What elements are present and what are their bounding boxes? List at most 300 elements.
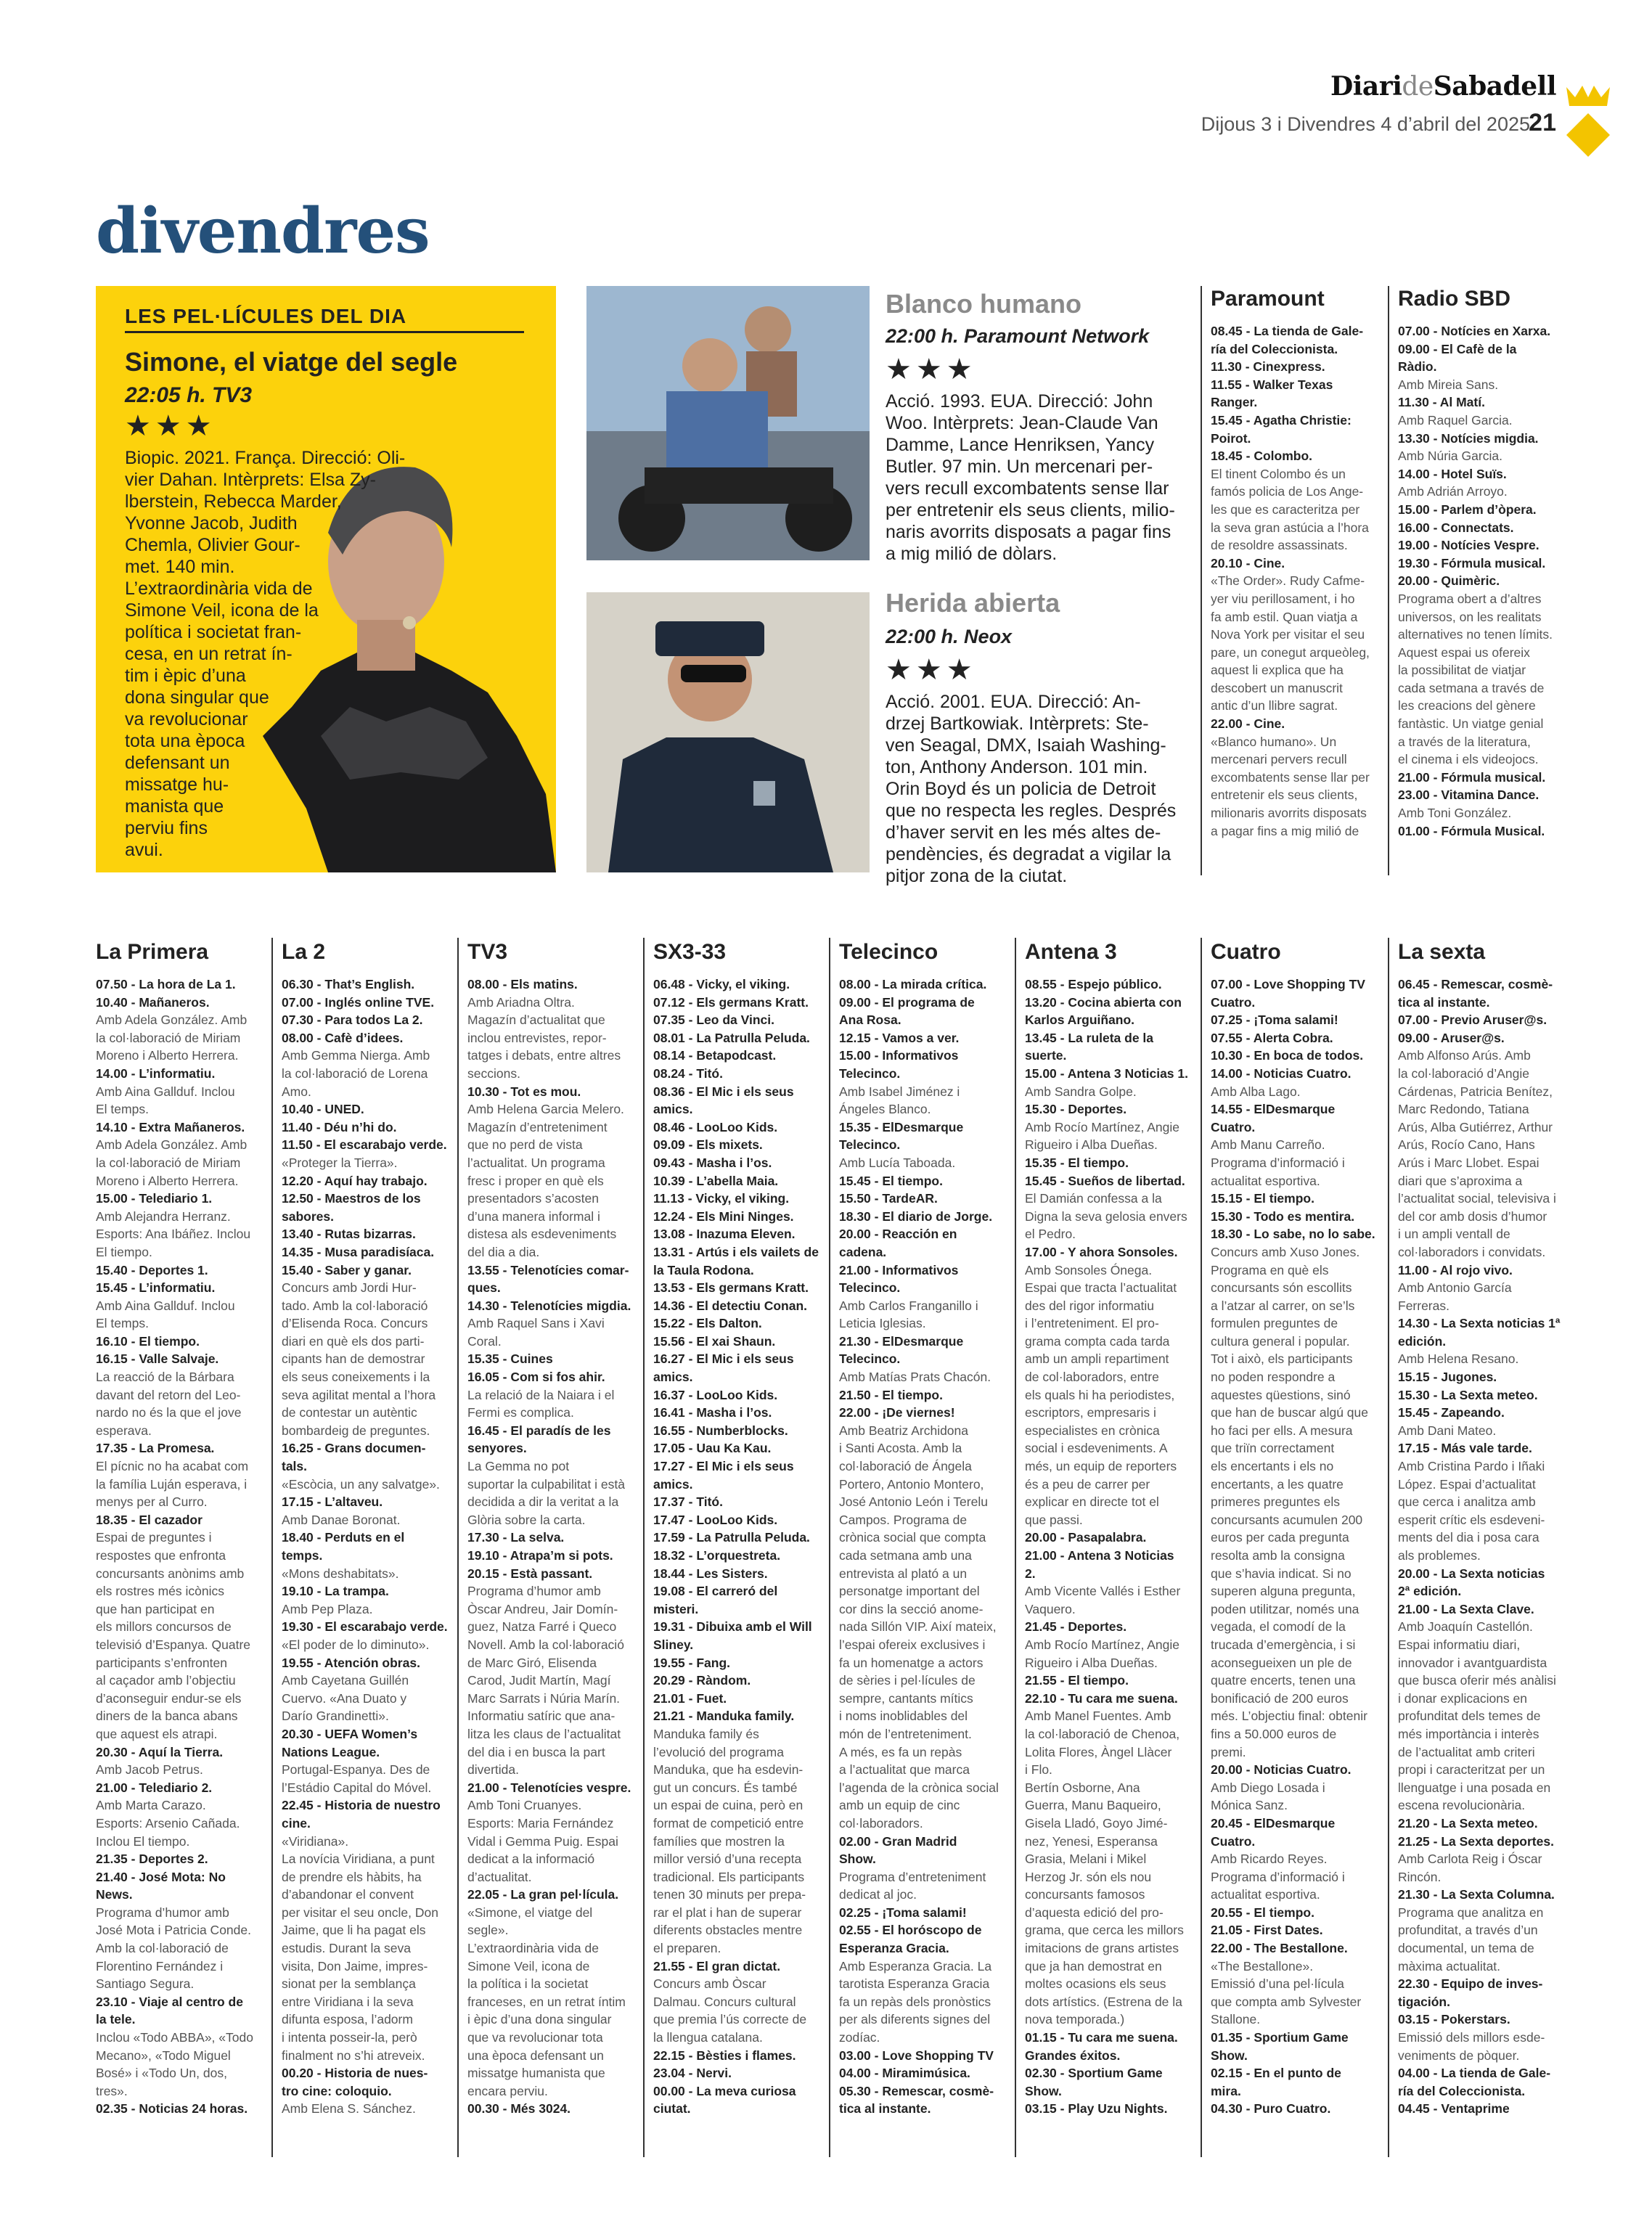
program-entry: 14.55 - ElDesmarque xyxy=(1211,1102,1336,1117)
program-entry: 08.36 - El Mic i els seus xyxy=(653,1084,794,1099)
program-entry: 00.20 - Historia de nues- xyxy=(282,2066,428,2081)
program-description: diners de la banca abans xyxy=(96,1709,238,1724)
program-entry: la tele. xyxy=(96,2012,136,2027)
program-entry: 21.21 - Manduka family. xyxy=(653,1709,795,1724)
program-entry: 13.45 - La ruleta de la xyxy=(1025,1030,1154,1045)
program-entry: 22.45 - Historia de nuestro xyxy=(282,1798,441,1813)
program-entry: 15.30 - La Sexta meteo. xyxy=(1398,1387,1538,1402)
program-entry: Cuatro. xyxy=(1211,1833,1256,1849)
program-entry: 17.05 - Uau Ka Kau. xyxy=(653,1441,772,1456)
program-entry: 18.44 - Les Sisters. xyxy=(653,1566,768,1581)
program-description: Espai que tracta l’actualitat xyxy=(1025,1280,1177,1296)
program-description: estudis. Durant la seva xyxy=(282,1941,412,1956)
program-entry: 2. xyxy=(1025,1566,1036,1581)
program-description: quatre encerts, tenen una xyxy=(1211,1673,1356,1688)
program-description: que compta amb Sylvester xyxy=(1211,1994,1362,2009)
program-entry: 14.00 - Noticias Cuatro. xyxy=(1211,1066,1352,1081)
program-description: Coral. xyxy=(467,1333,502,1349)
program-entry: 20.55 - El tiempo. xyxy=(1211,1905,1314,1920)
program-description: més, un equip de reporters xyxy=(1025,1459,1177,1474)
channel-column-paramount xyxy=(1211,286,1379,840)
program-description: «Blanco humano». Un xyxy=(1211,734,1337,749)
program-description: i l’entreteniment. El pro- xyxy=(1025,1316,1159,1331)
program-entry: 06.48 - Vicky, el viking. xyxy=(653,977,790,991)
program-description: Cárdenas, Patricia Benítez, xyxy=(1398,1084,1553,1099)
program-description: als problemes. xyxy=(1398,1548,1481,1563)
column-rule xyxy=(457,938,459,2157)
program-entry: 15.30 - Todo es mentira. xyxy=(1211,1208,1355,1224)
program-description: rar el plat i han de superar xyxy=(653,1905,802,1920)
program-description: Amb Elena S. Sánchez. xyxy=(282,2101,416,2116)
featured-film-box xyxy=(96,286,556,872)
program-description: Manduka, que ha esdevin- xyxy=(653,1762,803,1778)
program-entry: 07.12 - Els germans Kratt. xyxy=(653,994,809,1010)
program-description: «Viridiana». xyxy=(282,1833,349,1849)
column-rule xyxy=(1388,938,1389,2157)
program-description: Amb Núria Garcia. xyxy=(1398,449,1502,464)
program-entry: Show. xyxy=(1211,2048,1248,2063)
program-description: que no perd de vista xyxy=(467,1137,583,1153)
program-description: Amb Vicente Vallés i Esther xyxy=(1025,1584,1181,1599)
program-description: Amb Helena Resano. xyxy=(1398,1351,1519,1367)
featured-title: Simone, el viatge del segle xyxy=(125,347,458,377)
program-description: Grasia, Melani i Mikel xyxy=(1025,1852,1147,1867)
program-description: Amb Manu Carreño. xyxy=(1211,1137,1325,1153)
program-entry: 13.40 - Rutas bizarras. xyxy=(282,1227,416,1242)
program-entry: Karlos Arguiñano. xyxy=(1025,1013,1135,1028)
program-entry: 01.35 - Sportium Game xyxy=(1211,2030,1349,2045)
program-description: format de competició entre xyxy=(653,1815,804,1831)
program-description: famós policia de Los Ange- xyxy=(1211,484,1364,499)
program-description: ments del dia i posa cara xyxy=(1398,1530,1539,1545)
program-description: Esports: Arsenio Cañada. xyxy=(96,1815,240,1831)
program-entry: 18.40 - Perduts en el xyxy=(282,1530,405,1545)
program-entry: 21.25 - La Sexta deportes. xyxy=(1398,1833,1554,1849)
program-description: L’extraordinària vida de xyxy=(467,1941,599,1956)
program-entry: 01.15 - Tu cara me suena. xyxy=(1025,2030,1178,2045)
program-description: Fermi es complica. xyxy=(467,1405,574,1420)
program-description: Concurs amb Jordi Hur- xyxy=(282,1280,417,1296)
program-description: nardo no és la que el jove xyxy=(96,1405,242,1420)
program-entry: 00.30 - Més 3024. xyxy=(467,2101,571,2116)
channel-column-antena-3 xyxy=(1025,939,1192,2118)
program-entry: ría del Coleccionista. xyxy=(1398,2083,1526,2098)
program-description: «Mons deshabitats». xyxy=(282,1566,399,1581)
program-description: Esports: Maria Fernández xyxy=(467,1815,614,1831)
program-entry: 13.53 - Els germans Kratt. xyxy=(653,1280,809,1296)
movie-1-description: Acció. 1993. EUA. Direcció: John Woo. Intèrprets: Jean-Claude Van Damme, Lance Henriksen, Yancy Butler. 97 min. Un mercenari per- vers recull excombatents sense llar per entretenir els seus clients, milio- naris avorrits disposats a pagar fins a mig milió de dòlars. xyxy=(886,391,1175,564)
program-description: i noms inoblidables del xyxy=(839,1709,968,1724)
program-description: i èpic d’una dona singular xyxy=(467,2012,612,2027)
program-description: cor dins la secció anome- xyxy=(839,1601,984,1616)
program-entry: Show. xyxy=(1025,2083,1062,2098)
program-entry: edición. xyxy=(1398,1333,1447,1349)
program-entry: 21.30 - ElDesmarque xyxy=(839,1333,964,1349)
program-entry: 11.30 - Cinexpress. xyxy=(1211,359,1325,375)
program-entry: 11.13 - Vicky, el viking. xyxy=(653,1191,790,1206)
program-description: Amb Lucía Taboada. xyxy=(839,1155,956,1170)
program-entry: Telecinco. xyxy=(839,1137,901,1153)
program-entry: 22.05 - La gran pel·lícula. xyxy=(467,1887,619,1902)
channel-name: TV3 xyxy=(467,940,508,964)
program-description: Tot i això, els participants xyxy=(1211,1351,1353,1367)
program-description: Òscar Andreu, Jair Domín- xyxy=(467,1601,618,1616)
program-entry: 20.30 - UEFA Women’s xyxy=(282,1726,418,1741)
program-description: Magazín d’actualitat que xyxy=(467,1013,605,1028)
program-description: la col·laboració de Lorena xyxy=(282,1066,428,1081)
program-description: excombatents sense llar per xyxy=(1211,769,1370,785)
program-description: de Marc Giró, Elisenda xyxy=(467,1655,597,1670)
kicker-rule xyxy=(125,331,524,333)
program-entry: 05.30 - Remescar, cosmè- xyxy=(839,2083,994,2098)
program-entry: 13.55 - Telenotícies comar- xyxy=(467,1262,629,1277)
program-description: a l’actualitat que marca xyxy=(839,1762,970,1778)
program-entry: 19.10 - Atrapa’m si pots. xyxy=(467,1548,613,1563)
program-entry: 16.05 - Com si fos ahir. xyxy=(467,1370,605,1385)
program-description: Carod, Judit Martín, Magí xyxy=(467,1673,611,1688)
program-entry: 09.00 - Aruser@s. xyxy=(1398,1030,1505,1045)
program-description: entretenir els seus clients, xyxy=(1211,788,1358,803)
program-description: aquest li explica que ha xyxy=(1211,663,1344,678)
program-description: López. Espai d’actualitat xyxy=(1398,1476,1536,1492)
program-entry: 20.45 - ElDesmarque xyxy=(1211,1815,1336,1831)
program-entry: 21.01 - Fuet. xyxy=(653,1690,727,1706)
program-description: amb un ampli repartiment xyxy=(1025,1351,1169,1367)
channel-column-la-primera xyxy=(96,939,263,2118)
program-entry: amics. xyxy=(653,1102,693,1117)
program-description: d’una manera informal i xyxy=(467,1208,600,1224)
program-description: les que es caracteritza per xyxy=(1211,502,1360,517)
program-description: «El poder de lo diminuto». xyxy=(282,1637,430,1652)
program-description: Rincón. xyxy=(1398,1869,1442,1884)
featured-kicker: LES PEL·LÍCULES DEL DIA xyxy=(125,305,407,327)
program-entry: 17.59 - La Patrulla Peluda. xyxy=(653,1530,810,1545)
program-description: profunditat dels temes de xyxy=(1398,1709,1541,1724)
program-description: d’abandonar el convent xyxy=(282,1887,414,1902)
program-description: la llengua catalana. xyxy=(653,2030,763,2045)
program-entry: 20.00 - La Sexta noticias xyxy=(1398,1566,1545,1581)
program-entry: 15.45 - Sueños de libertad. xyxy=(1025,1173,1185,1188)
program-entry: sabores. xyxy=(282,1208,334,1224)
program-description: escriptors, empresaris i xyxy=(1025,1405,1156,1420)
program-description: Amb Aina Gallduf. Inclou xyxy=(96,1084,235,1099)
program-entry: 02.35 - Noticias 24 horas. xyxy=(96,2101,248,2116)
column-rule xyxy=(1015,938,1016,2157)
program-entry: 12.24 - Els Mini Ninges. xyxy=(653,1208,794,1224)
program-description: El tinent Colombo és un xyxy=(1211,466,1346,481)
program-description: La novícia Viridiana, a punt xyxy=(282,1852,435,1867)
program-entry: 10.30 - En boca de todos. xyxy=(1211,1048,1364,1063)
program-description: Emissió d’una pel·lícula xyxy=(1211,1976,1344,1992)
program-description: les creacions del gènere xyxy=(1398,698,1536,713)
program-description: El temps. xyxy=(96,1102,149,1117)
program-description: «Escòcia, un any salvatge». xyxy=(282,1476,440,1492)
program-entry: 15.15 - Jugones. xyxy=(1398,1370,1497,1385)
program-description: Cuervo. «Ana Duato y xyxy=(282,1690,407,1706)
program-description: dedicat a la informació xyxy=(467,1852,595,1867)
program-description: social i esdeveniments. A xyxy=(1025,1441,1168,1456)
program-entry: 07.55 - Alerta Cobra. xyxy=(1211,1030,1333,1045)
program-entry: amics. xyxy=(653,1370,693,1385)
program-description: d’actualitat. xyxy=(467,1869,532,1884)
program-description: millor versió d’una recepta xyxy=(653,1852,802,1867)
program-description: Rigueiro i Alba Dueñas. xyxy=(1025,1655,1158,1670)
program-entry: 19.55 - Atención obras. xyxy=(282,1655,420,1670)
program-entry: 04.00 - La tienda de Gale- xyxy=(1398,2066,1551,2081)
program-description: Programa d’informació i xyxy=(1211,1869,1345,1884)
program-description: Informatiu satíric que ana- xyxy=(467,1709,616,1724)
program-entry: 21.55 - El gran dictat. xyxy=(653,1958,781,1974)
program-entry: 13.30 - Notícies migdia. xyxy=(1398,430,1539,446)
program-entry: Ana Rosa. xyxy=(839,1013,901,1028)
program-entry: 06.45 - Remescar, cosmè- xyxy=(1398,977,1553,991)
movie-1-photo xyxy=(586,286,870,560)
program-entry: 15.35 - ElDesmarque xyxy=(839,1119,964,1134)
program-entry: 14.35 - Musa paradisíaca. xyxy=(282,1244,435,1259)
program-entry: 19.08 - El carreró del xyxy=(653,1584,778,1599)
featured-description: Biopic. 2021. França. Direcció: Oli- vier Dahan. Intèrprets: Elsa Zy- lberstein, Rebecca Marder, Yvonne Jacob, Judith Chemla, Olivier Gour- met. 140 min. L’extraordinària vida de Simone Veil, icona de la política i societat fran- cesa, en un retrat ín- tim i èpic d’una dona singular que va revolucionar tota una època defensant un missatge hu- manista que perviu fins avui. xyxy=(125,448,406,860)
program-entry: 10.30 - Tot es mou. xyxy=(467,1084,581,1099)
featured-rating: ★★★ xyxy=(125,410,216,442)
program-description: formulen preguntes de xyxy=(1211,1316,1338,1331)
program-description: pare, un conegut arqueòleg, xyxy=(1211,645,1370,660)
program-description: de col·laboradors, entre xyxy=(1025,1370,1159,1385)
program-description: Amb Alfonso Arús. Amb xyxy=(1398,1048,1531,1063)
program-entry: 15.22 - Els Dalton. xyxy=(653,1316,762,1331)
program-description: decidida a dir la veritat a la xyxy=(467,1494,619,1510)
program-description: grama compta cada tarda xyxy=(1025,1333,1170,1349)
program-entry: 16.15 - Valle Salvaje. xyxy=(96,1351,219,1367)
program-entry: 10.40 - Mañaneros. xyxy=(96,994,210,1010)
program-entry: 15.45 - El tiempo. xyxy=(839,1173,943,1188)
program-entry: 04.30 - Puro Cuatro. xyxy=(1211,2101,1331,2116)
program-description: cada setmana a través de xyxy=(1398,680,1545,695)
program-description: respostes que enfronta xyxy=(96,1548,226,1563)
program-description: que triïn correctament xyxy=(1211,1441,1335,1456)
program-entry: Nations League. xyxy=(282,1744,380,1759)
program-entry: 08.45 - La tienda de Gale- xyxy=(1211,324,1364,338)
channel-name: La sexta xyxy=(1398,940,1486,964)
program-description: Vaquero. xyxy=(1025,1601,1076,1616)
program-description: Ferreras. xyxy=(1398,1298,1449,1313)
program-description: davant del retorn del Leo- xyxy=(96,1387,241,1402)
program-description: fa un repàs dels pronòstics xyxy=(839,1994,991,2009)
program-description: crònica social que compta xyxy=(839,1530,986,1545)
program-entry: ría del Coleccionista. xyxy=(1211,341,1338,356)
city-seal-icon xyxy=(1562,81,1614,161)
program-entry: 07.00 - Previo Aruser@s. xyxy=(1398,1013,1547,1028)
program-description: grama, que cerca les millors xyxy=(1025,1923,1184,1938)
program-entry: Telecinco. xyxy=(839,1351,901,1367)
program-description: del dia a dia. xyxy=(467,1244,540,1259)
program-description: Amb Pep Plaza. xyxy=(282,1601,373,1616)
program-entry: 18.30 - Lo sabe, no lo sabe. xyxy=(1211,1227,1375,1242)
program-description: difunta esposa, l’adorm xyxy=(282,2012,413,2027)
program-entry: 17.35 - La Promesa. xyxy=(96,1441,215,1456)
program-entry: tica al instante. xyxy=(1398,994,1490,1010)
program-description: Amb Danae Boronat. xyxy=(282,1512,401,1527)
program-entry: 15.40 - Saber y ganar. xyxy=(282,1262,412,1277)
program-description: Amb Aina Gallduf. Inclou xyxy=(96,1298,235,1313)
program-entry: 21.55 - El tiempo. xyxy=(1025,1673,1129,1688)
program-description: Amb Rocío Martínez, Angie xyxy=(1025,1637,1180,1652)
program-description: els rostres més icònics xyxy=(96,1584,224,1599)
program-description: Amb Gemma Nierga. Amb xyxy=(282,1048,430,1063)
program-description: l’agenda de la crònica social xyxy=(839,1780,999,1795)
program-entry: 15.00 - Parlem d’òpera. xyxy=(1398,502,1537,517)
program-description: fantàstic. Un viatge genial xyxy=(1398,716,1544,732)
program-description: concursants són escollits xyxy=(1211,1280,1352,1296)
issue-date: Dijous 3 i Divendres 4 d’abril del 2025 xyxy=(1201,113,1530,135)
program-description: menys per al Curro. xyxy=(96,1494,208,1510)
program-description: esperit crític els esdeveni- xyxy=(1398,1512,1545,1527)
program-description: Marc Redondo, Tatiana xyxy=(1398,1102,1529,1117)
program-description: Stallone. xyxy=(1211,2012,1261,2027)
program-entry: 09.43 - Masha i l’os. xyxy=(653,1155,772,1170)
movie-2-photo xyxy=(586,592,870,872)
program-entry: 14.00 - Hotel Suïs. xyxy=(1398,466,1507,481)
program-description: la col·laboració de Miriam xyxy=(96,1030,241,1045)
page-number: 21 xyxy=(1529,109,1556,136)
program-entry: 20.00 - Noticias Cuatro. xyxy=(1211,1762,1352,1778)
program-description: «The Bestallone». xyxy=(1211,1958,1314,1974)
program-description: A més, es fa un repàs xyxy=(839,1744,962,1759)
program-description: que cerca i analitza amb xyxy=(1398,1494,1536,1510)
column-rule xyxy=(829,938,830,2157)
program-entry: 10.40 - UNED. xyxy=(282,1102,364,1117)
program-description: llenguatge i una posada en xyxy=(1398,1780,1551,1795)
program-description: la família Luján esperava, i xyxy=(96,1476,248,1492)
program-entry: 08.24 - Titó. xyxy=(653,1066,723,1081)
program-entry: 22.10 - Tu cara me suena. xyxy=(1025,1690,1178,1706)
program-description: resolta amb la consigna xyxy=(1211,1548,1345,1563)
program-entry: News. xyxy=(96,1887,133,1902)
program-entry: 08.14 - Betapodcast. xyxy=(653,1048,777,1063)
channel-name: Radio SBD xyxy=(1398,287,1511,311)
program-description: fins a 50.000 euros de xyxy=(1211,1726,1337,1741)
program-entry: 17.30 - La selva. xyxy=(467,1530,565,1545)
program-description: Programa obert a d’altres xyxy=(1398,591,1542,606)
program-entry: temps. xyxy=(282,1548,323,1563)
program-entry: 20.00 - Pasapalabra. xyxy=(1025,1530,1147,1545)
program-description: Amb Sonsoles Ónega. xyxy=(1025,1262,1153,1277)
program-entry: 14.30 - Telenotícies migdia. xyxy=(467,1298,631,1313)
program-description: Amb Ricardo Reyes. xyxy=(1211,1852,1328,1867)
program-description: Amb Cristina Pardo i Iñaki xyxy=(1398,1459,1545,1474)
program-description: Amb Raquel Garcia. xyxy=(1398,412,1513,428)
program-description: innovador i avantguardista xyxy=(1398,1655,1547,1670)
program-description: Arús, Rocío Cano, Hans xyxy=(1398,1137,1535,1153)
program-description: dots artístics. (Estrena de la xyxy=(1025,1994,1182,2009)
program-description: a pagar fins a mig milió de xyxy=(1211,823,1359,838)
program-entry: 09.00 - El Cafè de la xyxy=(1398,341,1517,356)
program-description: Digna la seva gelosia envers xyxy=(1025,1208,1187,1224)
program-entry: 08.01 - La Patrulla Peluda. xyxy=(653,1030,810,1045)
program-entry: Cuatro. xyxy=(1211,1119,1256,1134)
movie-1-time: 22:00 h. Paramount Network xyxy=(886,325,1150,347)
program-description: sionat per la semblança xyxy=(282,1976,416,1992)
program-description: Mecano», «Todo Miguel xyxy=(96,2048,231,2063)
program-description: Gisela Lladó, Goyo Jimé- xyxy=(1025,1815,1168,1831)
program-entry: 21.00 - Telenotícies vespre. xyxy=(467,1780,631,1795)
program-description: Amb Helena Garcia Melero. xyxy=(467,1102,624,1117)
program-description: alternatives no tenen límits. xyxy=(1398,627,1553,642)
section-title: divendres xyxy=(96,195,430,268)
program-entry: 22.30 - Equipo de inves- xyxy=(1398,1976,1543,1992)
program-description: els seus coneixements i la xyxy=(282,1370,430,1385)
program-description: els quals hi ha periodistes, xyxy=(1025,1387,1175,1402)
channel-column-telecinco xyxy=(839,939,1006,2118)
program-description: Amb Toni González. xyxy=(1398,806,1512,821)
program-description: més. L’objectiu final: obtenir xyxy=(1211,1709,1367,1724)
program-entry: 02.15 - En el punto de xyxy=(1211,2066,1341,2081)
program-description: visita, Don Jaime, impres- xyxy=(282,1958,428,1974)
program-entry: Sliney. xyxy=(653,1637,694,1652)
program-entry: 21.40 - José Mota: No xyxy=(96,1869,226,1884)
program-description: distesa als esdeveniments xyxy=(467,1227,617,1242)
program-description: que va revolucionar tota xyxy=(467,2030,603,2045)
channel-column-la-2 xyxy=(282,939,449,2118)
program-description: tres». xyxy=(96,2083,128,2098)
program-entry: 16.27 - El Mic i els seus xyxy=(653,1351,794,1367)
program-description: Programa d’informació i xyxy=(1211,1155,1345,1170)
program-description: la política i la societat xyxy=(467,1976,589,1992)
movie-1-rating: ★★★ xyxy=(886,353,977,385)
program-description: l’espai ofereix exclusives i xyxy=(839,1637,986,1652)
program-description: Herzog Jr. són els nou xyxy=(1025,1869,1152,1884)
program-description: tradicional. Els participants xyxy=(653,1869,805,1884)
program-description: Amb Diego Losada i xyxy=(1211,1780,1325,1795)
program-description: encara perviu. xyxy=(467,2083,548,2098)
program-entry: 21.00 - Informativos xyxy=(839,1262,959,1277)
program-entry: Show. xyxy=(839,1852,876,1867)
program-entry: 15.15 - El tiempo. xyxy=(1211,1191,1314,1206)
program-description: Bertín Osborne, Ana xyxy=(1025,1780,1140,1795)
program-description: cipants han de demostrar xyxy=(282,1351,425,1367)
program-description: «Simone, el viatge del xyxy=(467,1905,593,1920)
program-entry: 21.00 - Antena 3 Noticias xyxy=(1025,1548,1174,1563)
program-description: i donar explicacions en xyxy=(1398,1690,1528,1706)
program-description: vegada, el comodí de la xyxy=(1211,1619,1346,1635)
program-description: fa un homenatge a actors xyxy=(839,1655,984,1670)
program-description: La Gemma no pot xyxy=(467,1459,570,1474)
program-entry: 11.55 - Walker Texas xyxy=(1211,377,1333,392)
program-entry: 07.35 - Leo da Vinci. xyxy=(653,1013,774,1028)
program-description: món de l’entreteniment. xyxy=(839,1726,972,1741)
program-description: Nova York per visitar el seu xyxy=(1211,627,1365,642)
program-entry: 22.00 - Cine. xyxy=(1211,716,1285,732)
program-description: esperava. xyxy=(96,1423,152,1438)
program-entry: 23.04 - Nervi. xyxy=(653,2066,732,2081)
program-description: que aquest els atrapi. xyxy=(96,1726,218,1741)
program-entry: 07.25 - ¡Toma salami! xyxy=(1211,1013,1338,1028)
channel-column-cuatro xyxy=(1211,939,1379,2118)
program-entry: Cuatro. xyxy=(1211,994,1256,1010)
program-entry: 03.15 - Pokerstars. xyxy=(1398,2012,1510,2027)
program-description: mercenari pervers recull xyxy=(1211,752,1347,767)
program-description: poden utilitzar, només una xyxy=(1211,1601,1359,1616)
program-entry: 16.41 - Masha i l’os. xyxy=(653,1405,772,1420)
program-description: Programa d’humor amb xyxy=(467,1584,601,1599)
program-description: col·laboradors. xyxy=(839,1815,923,1831)
program-description: Programa d’entreteniment xyxy=(839,1869,986,1884)
program-entry: 19.30 - El escarabajo verde. xyxy=(282,1619,448,1635)
program-description: que s’havia indicat. Si no xyxy=(1211,1566,1352,1581)
program-entry: 21.45 - Deportes. xyxy=(1025,1619,1127,1635)
channel-name: Paramount xyxy=(1211,287,1325,311)
program-entry: 20.15 - Està passant. xyxy=(467,1566,593,1581)
program-description: Amb Matías Prats Chacón. xyxy=(839,1370,991,1385)
